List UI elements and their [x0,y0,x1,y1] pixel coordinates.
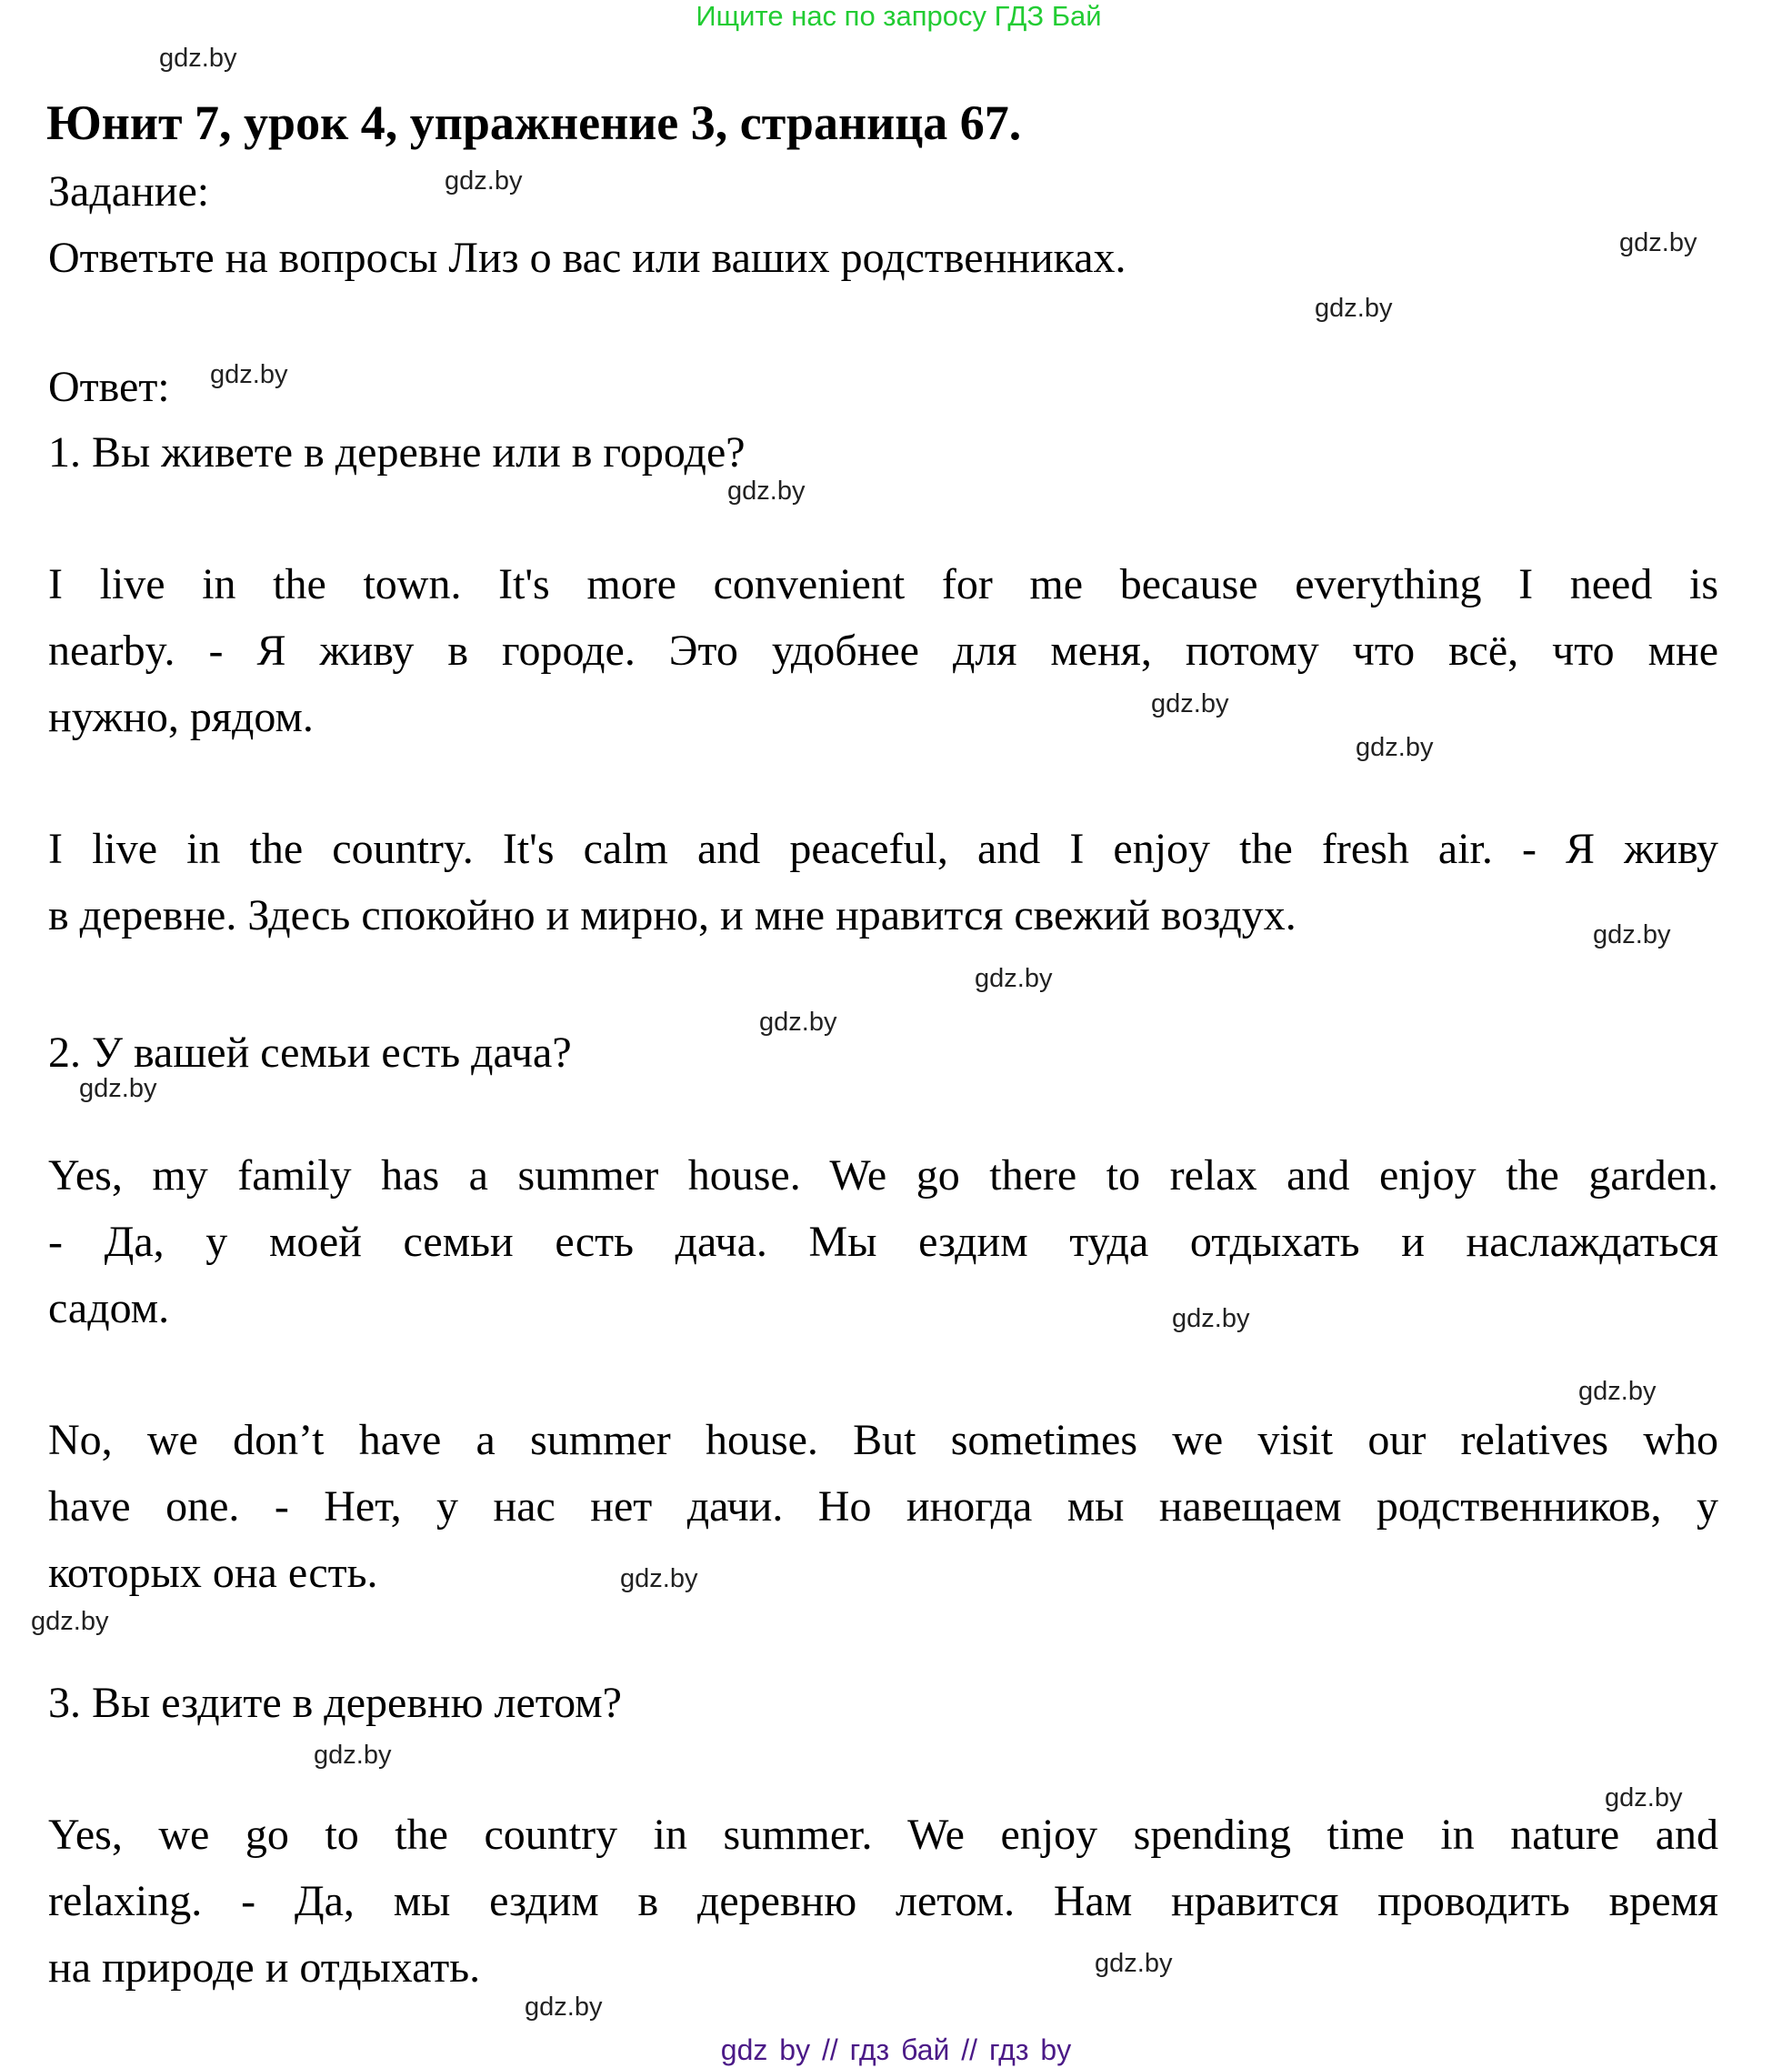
watermark: gdz.by [79,1074,157,1103]
watermark: gdz.by [1605,1783,1683,1812]
answer-line: которых она есть. [48,1549,378,1597]
watermark: gdz.by [1095,1949,1173,1978]
footer-links: gdz by // гдз бай // гдз by [720,2033,1072,2066]
watermark: gdz.by [314,1741,392,1770]
watermark: gdz.by [1593,920,1671,949]
watermark: gdz.by [759,1008,837,1037]
answer-label: Ответ: [48,363,170,411]
watermark: gdz.by [1356,733,1434,762]
answer-line: Yes, my family has a summer house. We go there to relax and enjoy the garden. [48,1151,1718,1200]
answer-line: nearby. - Я живу в городе. Это удобнее для меня, потому что всё, что мне [48,627,1718,675]
page-title: Юнит 7, урок 4, упражнение 3, страница 67. [46,95,1022,150]
watermark: gdz.by [975,964,1053,993]
watermark: gdz.by [210,360,288,389]
answer-line: No, we don’t have a summer house. But sometimes we visit our relatives who [48,1416,1718,1464]
question-3: 3. Вы ездите в деревню летом? [48,1679,622,1727]
answer-line: I live in the country. It's calm and peaceful, and I enjoy the fresh air. - Я живу [48,825,1718,873]
promo-banner: Ищите нас по запросу ГДЗ Бай [696,0,1102,32]
watermark: gdz.by [1151,689,1229,718]
watermark: gdz.by [1578,1377,1657,1406]
watermark: gdz.by [525,1993,603,2022]
answer-line: Yes, we go to the country in summer. We enjoy spending time in nature and [48,1811,1718,1859]
answer-line: садом. [48,1284,170,1332]
watermark: gdz.by [620,1564,698,1593]
answer-line: have one. - Нет, у нас нет дачи. Но иногда мы навещаем родственников, у [48,1482,1718,1531]
watermark: gdz.by [31,1607,109,1636]
answer-line: на природе и отдыхать. [48,1943,481,1992]
watermark: gdz.by [1172,1304,1250,1333]
watermark: gdz.by [1315,294,1393,323]
watermark: gdz.by [159,44,237,73]
question-1: 1. Вы живете в деревне или в городе? [48,428,746,477]
watermark: gdz.by [1619,228,1697,257]
answer-line: - Да, у моей семьи есть дача. Мы ездим туда отдыхать и наслаждаться [48,1218,1718,1266]
answer-line: в деревне. Здесь спокойно и мирно, и мне нравится свежий воздух. [48,891,1296,939]
task-text: Ответьте на вопросы Лиз о вас или ваших родственниках. [48,234,1126,282]
answer-line: relaxing. - Да, мы ездим в деревню летом. Нам нравится проводить время [48,1877,1718,1925]
task-label: Задание: [48,167,210,216]
answer-line: I live in the town. It's more convenient for me because everything I need is [48,560,1718,608]
question-2: 2. У вашей семьи есть дача? [48,1029,572,1077]
answer-line: нужно, рядом. [48,693,314,741]
watermark: gdz.by [727,477,806,506]
watermark: gdz.by [445,166,523,196]
